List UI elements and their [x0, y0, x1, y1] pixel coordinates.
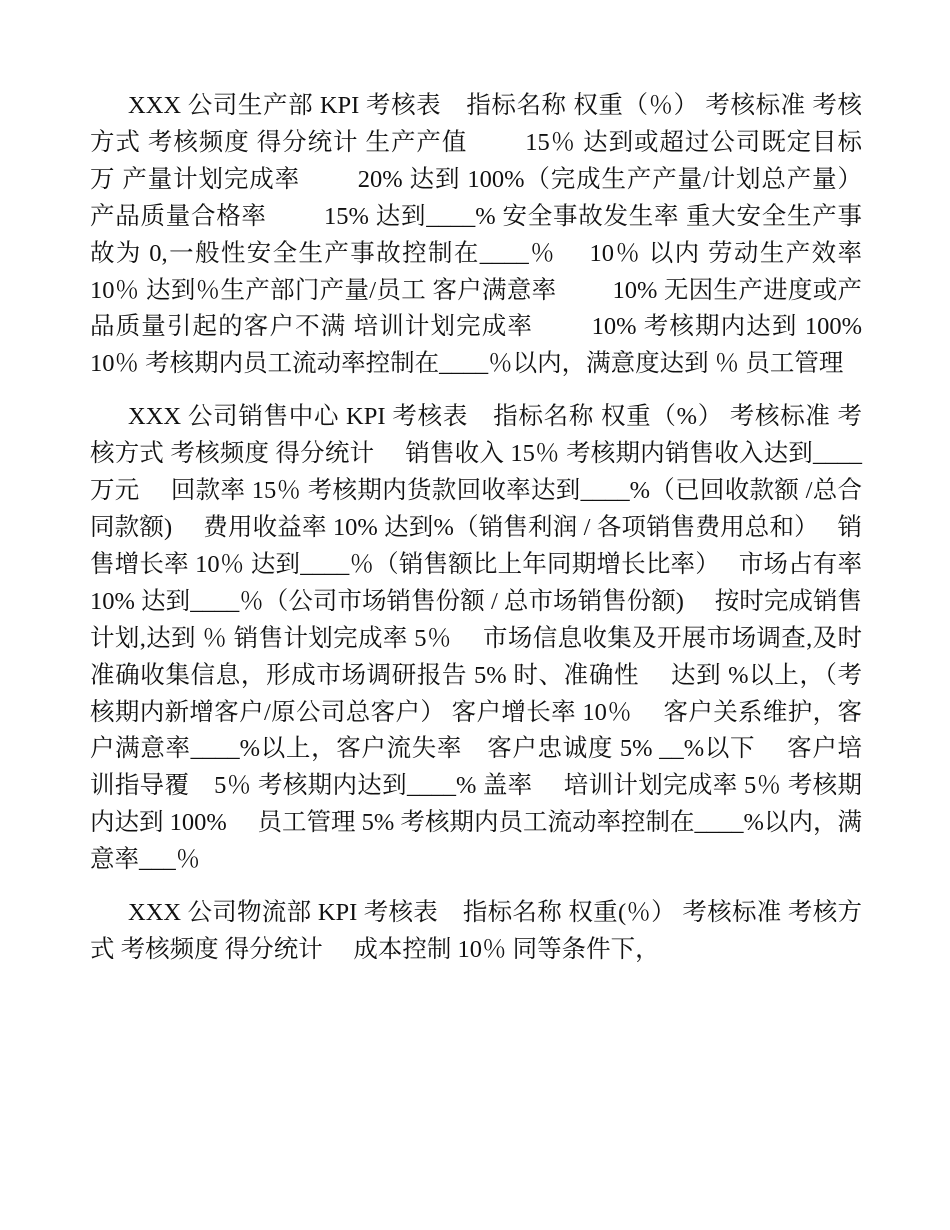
logistics-kpi-paragraph: XXX 公司物流部 KPI 考核表 指标名称 权重(％） 考核标准 考核方式 考核频度 得分统计 成本控制 10％ 同等条件下， [90, 899, 862, 963]
production-kpi-paragraph: XXX 公司生产部 KPI 考核表 指标名称 权重（％） 考核标准 考核方式 考核频度 得分统计 生产产值 15％ 达到或超过公司既定目标 万 产量计划完成率 20% 达到 100%（完成生产产量/计划总产量） 产品质量合格率 15% 达到____% 安全事故发生率 重大安全生产事故为 0,一般性安全生产事故控制在____％ 10％ 以内 劳动生产效率 10％ 达到％生产部门产量/员工 客户满意率 10% 无因生产进度或产品质量引起的客户不满 培训计划完成率 10% 考核期内达到 100% 10％ 考核期内员工流动率控制在____％以内，满意度达到 ％ 员工管理 [90, 92, 918, 378]
sales-kpi-paragraph: XXX 公司销售中心 KPI 考核表 指标名称 权重（%） 考核标准 考核方式 考核频度 得分统计 销售收入 15％ 考核期内销售收入达到____万元 回款率 15％ 考核期内货款回收率达到____%（已回收款额 /总合同款额) 费用收益率 10% 达到%（销售利润 / 各项销售费用总和） 销售增长率 10％ 达到____％（销售额比上年同期增长比率） 市场占有率 10% 达到____％（公司市场销售份额 / 总市场销售份额) 按时完成销售计划,达到 ％ 销售计划完成率 5％ 市场信息收集及开展市场调查,及时准确收集信息，形成市场调研报告 5% 时、准确性 达到 %以上，（考核期内新增客户/原公司总客户） 客户增长率 10％ 客户关系维护，客户满意率____%以上，客户流失率 客户忠诚度 5% __%以下 客户培训指导覆 5％ 考核期内达到____% 盖率 培训计划完成率 5％ 考核期内达到 100% 员工管理 5% 考核期内员工流动率控制在____%以内，满意率___％ [90, 403, 862, 874]
document-page [90, 88, 918, 985]
